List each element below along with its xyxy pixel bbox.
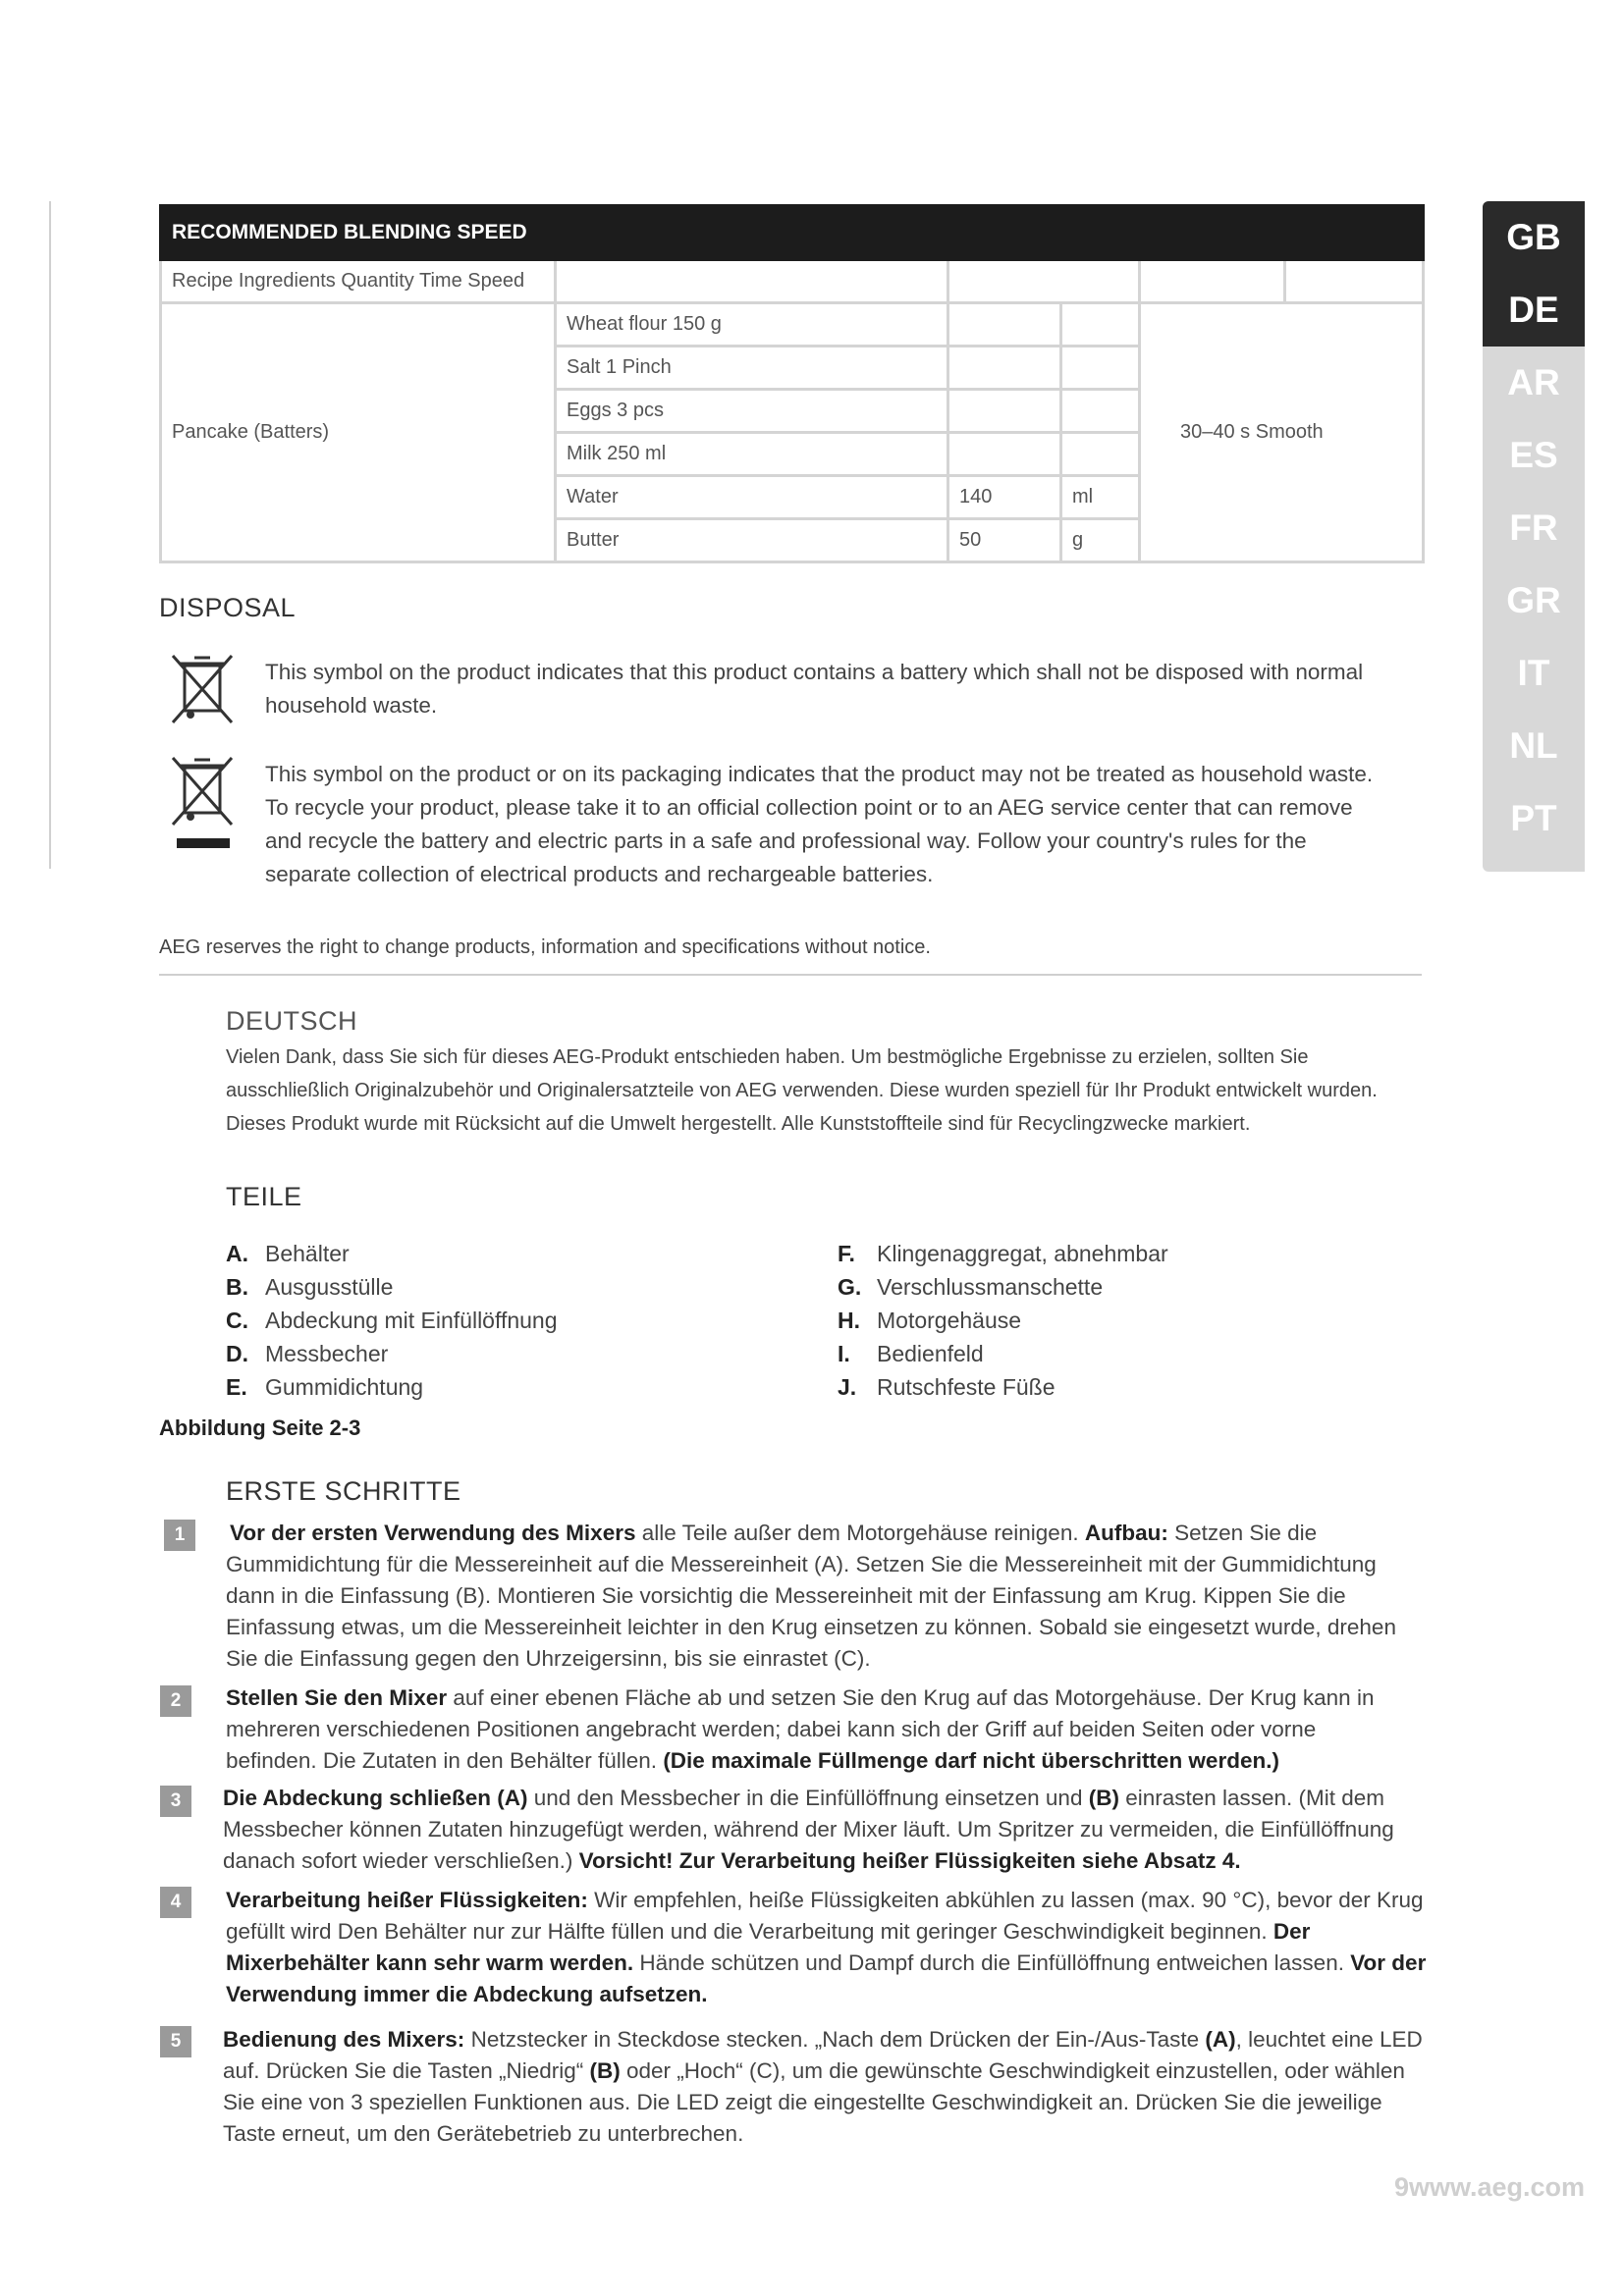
quantity-cell: 140 [948, 476, 1061, 519]
step-number-badge: 1 [164, 1520, 195, 1551]
wheelie-bin-bar-icon [169, 754, 236, 852]
tab-gb[interactable]: GB [1483, 201, 1585, 274]
list-item: D. Messbecher [226, 1341, 389, 1366]
list-item: J. Rutschfeste Füße [838, 1374, 1056, 1400]
tab-de[interactable]: DE [1483, 274, 1585, 347]
step-5: Bedienung des Mixers: Netzstecker in Steckdose stecken. „Nach dem Drücken der Ein-/Aus-Taste (A), leuchtet eine LED auf. Drücken Sie die Tasten „Niedrig“ (B) oder „Hoch“ (C), um die gewünschte Geschwindigkeit einzustellen, oder wählen Sie eine von 3 speziellen Funktionen aus. Die LED zeigt die eingestellte Geschwindigkeit an. Drücken Sie die jeweilige Taste erneut, um den Gerätebetrieb zu unterbrechen. [223, 2027, 1423, 2146]
ingredient-cell: Water [556, 476, 948, 519]
ingredient-cell: Eggs 3 pcs [556, 390, 948, 433]
unit-cell: g [1061, 519, 1140, 562]
ingredient-cell: Salt 1 Pinch [556, 347, 948, 390]
disposal-heading: DISPOSAL [159, 593, 297, 622]
disposal-item-2: This symbol on the product or on its packaging indicates that the product may not be treated as household waste. To recycle your product, please take it to an official collection point or to an AEG service center that can remove and recycle the battery and electric parts in a safe and professional way. Follow your country's rules for the separate collection of electrical products and rechargeable batteries. [265, 762, 1374, 886]
parts-list-left [226, 1237, 776, 1404]
step-number-badge: 2 [160, 1685, 191, 1717]
margin-line [49, 201, 51, 869]
step-number-badge: 4 [160, 1887, 191, 1918]
divider [159, 974, 1422, 976]
blending-speed-table [159, 204, 1425, 563]
language-tabs [1483, 201, 1585, 872]
teile-heading: TEILE [226, 1182, 302, 1211]
wheelie-bin-icon [169, 652, 236, 726]
table-header-row: Recipe Ingredients Quantity Time Speed [161, 260, 556, 303]
notice-text: AEG reserves the right to change products, information and specifications without notice. [159, 936, 931, 958]
deutsch-heading: DEUTSCH [226, 1006, 358, 1036]
erste-schritte-heading: ERSTE SCHRITTE [226, 1476, 461, 1506]
page-footer: 9www.aeg.com [1393, 2172, 1585, 2202]
tab-nl[interactable]: NL [1509, 725, 1558, 766]
unit-cell: ml [1061, 476, 1140, 519]
list-item: G. Verschlussmanschette [838, 1274, 1104, 1300]
tab-fr[interactable]: FR [1509, 507, 1558, 548]
list-item: A. Behälter [226, 1241, 350, 1266]
tab-ar[interactable]: AR [1507, 362, 1560, 402]
step-4: Verarbeitung heißer Flüssigkeiten: Wir empfehlen, heiße Flüssigkeiten abkühlen zu lassen (max. 90 °C), bevor der Krug gefüllt wird Den Behälter nur zur Hälfte füllen und die Verarbeitung mit geringer Geschwindigkeit beginnen. Der Mixerbehälter kann sehr warm werden. Hände schützen und Dampf durch die Einfüllöffnung entweichen lassen. Vor der Verwendung immer die Abdeckung aufsetzen. [226, 1888, 1427, 2006]
list-item: F. Klingenaggregat, abnehmbar [838, 1241, 1168, 1266]
step-3: Die Abdeckung schließen (A) und den Messbecher in die Einfüllöffnung einsetzen und (B) einrasten lassen. (Mit dem Messbecher können Zutaten hinzugefügt werden, während der Mixer läuft. Um Spritzer zu vermeiden, die Einfüllöffnung danach sofort wieder verschließen.) Vorsicht! Zur Verarbeitung heißer Flüssigkeiten siehe Absatz 4. [223, 1786, 1394, 1873]
recipe-name: Pancake (Batters) [161, 303, 556, 562]
table-title: RECOMMENDED BLENDING SPEED [161, 206, 1424, 260]
ingredient-cell: Butter [556, 519, 948, 562]
tab-es[interactable]: ES [1509, 435, 1558, 475]
quantity-cell: 50 [948, 519, 1061, 562]
tab-pt[interactable]: PT [1510, 798, 1557, 838]
time-speed: 30–40 s Smooth [1140, 303, 1424, 562]
ingredient-cell: Wheat flour 150 g [556, 303, 948, 347]
list-item: H. Motorgehäuse [838, 1308, 1022, 1333]
ingredient-cell: Milk 250 ml [556, 433, 948, 476]
list-item: E. Gummidichtung [226, 1374, 424, 1400]
step-number-badge: 3 [160, 1786, 191, 1817]
disposal-item-1: This symbol on the product indicates that this product contains a battery which shall not be disposed with normal household waste. [265, 660, 1364, 718]
tab-gr[interactable]: GR [1506, 580, 1561, 620]
tab-it[interactable]: IT [1517, 653, 1550, 693]
list-item: B. Ausgusstülle [226, 1274, 394, 1300]
step-2: Stellen Sie den Mixer auf einer ebenen Fläche ab und setzen Sie den Krug auf das Motorgehäuse. Der Krug kann in mehreren verschiedenen Positionen angebracht werden; dabei kann sich der Griff auf beiden Seiten oder vorne befinden. Die Zutaten in den Behälter füllen. (Die maximale Füllmenge darf nicht überschritten werden.) [226, 1685, 1375, 1773]
list-item: I. Bedienfeld [838, 1341, 984, 1366]
figure-reference: Abbildung Seite 2-3 [159, 1415, 361, 1440]
step-number-badge: 5 [160, 2026, 191, 2057]
list-item: C. Abdeckung mit Einfüllöffnung [226, 1308, 558, 1333]
deutsch-intro: Vielen Dank, dass Sie sich für dieses AEG-Produkt entschieden haben. Um bestmögliche Ergebnisse zu erzielen, sollten Sie ausschließlich Originalzubehör und Originalersatzteile von AEG verwenden. Diese wurden speziell für Ihr Produkt entwickelt wurden. Dieses Produkt wurde mit Rücksicht auf die Umwelt hergestellt. Alle Kunststoffteile sind für Recyclingzwecke markiert. [226, 1046, 1378, 1135]
parts-list-right [838, 1237, 1387, 1404]
step-1: Vor der ersten Verwendung des Mixers alle Teile außer dem Motorgehäuse reinigen. Aufbau: Setzen Sie die Gummidichtung für die Messereinheit auf die Messereinheit (A). Setzen Sie die Messereinheit mit der Gummidichtung dann in die Einfassung (B). Montieren Sie vorsichtig die Messereinheit mit der Einfassung am Krug. Kippen Sie die Einfassung etwas, um die Messereinheit leichter in den Krug einsetzen zu können. Sobald sie eingesetzt wurde, drehen Sie die Einfassung gegen den Uhrzeigersinn, bis sie einrastet (C). [226, 1521, 1396, 1671]
